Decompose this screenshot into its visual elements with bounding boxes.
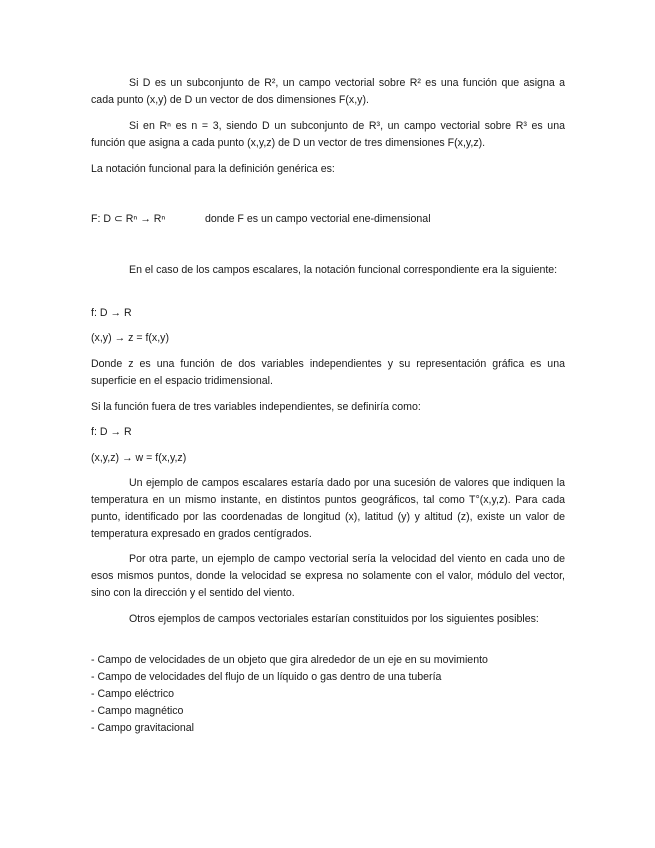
paragraph-three-vars-intro: Si la función fuera de tres variables independientes, se definiría como: [91,401,421,413]
formula-scalar-three-vars: (x,y,z) → w = f(x,y,z) [91,452,187,464]
formula-description: donde F es un campo vectorial ene-dimensional [205,213,431,225]
formula-scalar-map-2: f: D → R [91,426,132,438]
paragraph-vector-field-r2: Si D es un subconjunto de R², un campo vectorial sobre R² es una función que asigna a cada punto (x,y) de D un vector de dos dimensiones F(x,y). [91,77,565,106]
formula-line [91,211,565,228]
examples-list [91,652,565,737]
paragraph-wind-example: Por otra parte, un ejemplo de campo vectorial sería la velocidad del viento en cada uno de esos mismos puntos, donde la velocidad se expresa no solamente con el valor, módulo del vector, sino con la dirección y el sentido del viento. [91,553,565,599]
list-item: - Campo de velocidades del flujo de un líquido o gas dentro de una tubería [91,671,442,683]
list-item: - Campo gravitacional [91,722,195,734]
paragraph-scalar-intro: En el caso de los campos escalares, la notación funcional correspondiente era la siguiente: [129,264,558,276]
formula-scalar-two-vars: (x,y) → z = f(x,y) [91,332,169,344]
paragraph-notation-intro: La notación funcional para la definición genérica es: [91,163,335,175]
list-item: - Campo eléctrico [91,688,175,700]
list-item: - Campo magnético [91,705,184,717]
list-item: - Campo de velocidades de un objeto que gira alrededor de un eje en su movimiento [91,654,488,666]
paragraph-vector-field-r3: Si en Rⁿ es n = 3, siendo D un subconjunto de R³, un campo vectorial sobre R³ es una función que asigna a cada punto (x,y,z) de D un vector de tres dimensiones F(x,y,z). [91,120,565,149]
paragraph-temperature-example: Un ejemplo de campos escalares estaría dado por una sucesión de valores que indiquen la temperatura en un mismo instante, en distintos puntos geográficos, tal como T°(x,y,z). Para cada punto, identificado por las coordenadas de longitud (x), latitud (y) y altitud (z), existe un valor de temperatura expresado en grados centígrados. [91,477,565,540]
paragraph-surface: Donde z es una función de dos variables independientes y su representación gráfica es una superficie en el espacio tridimensional. [91,358,565,387]
formula-scalar-map: f: D → R [91,307,132,319]
paragraph-other-examples: Otros ejemplos de campos vectoriales estarían constituidos por los siguientes posibles: [129,613,539,625]
formula-vector-field: F: D ⊂ Rⁿ → Rⁿ [91,213,166,225]
